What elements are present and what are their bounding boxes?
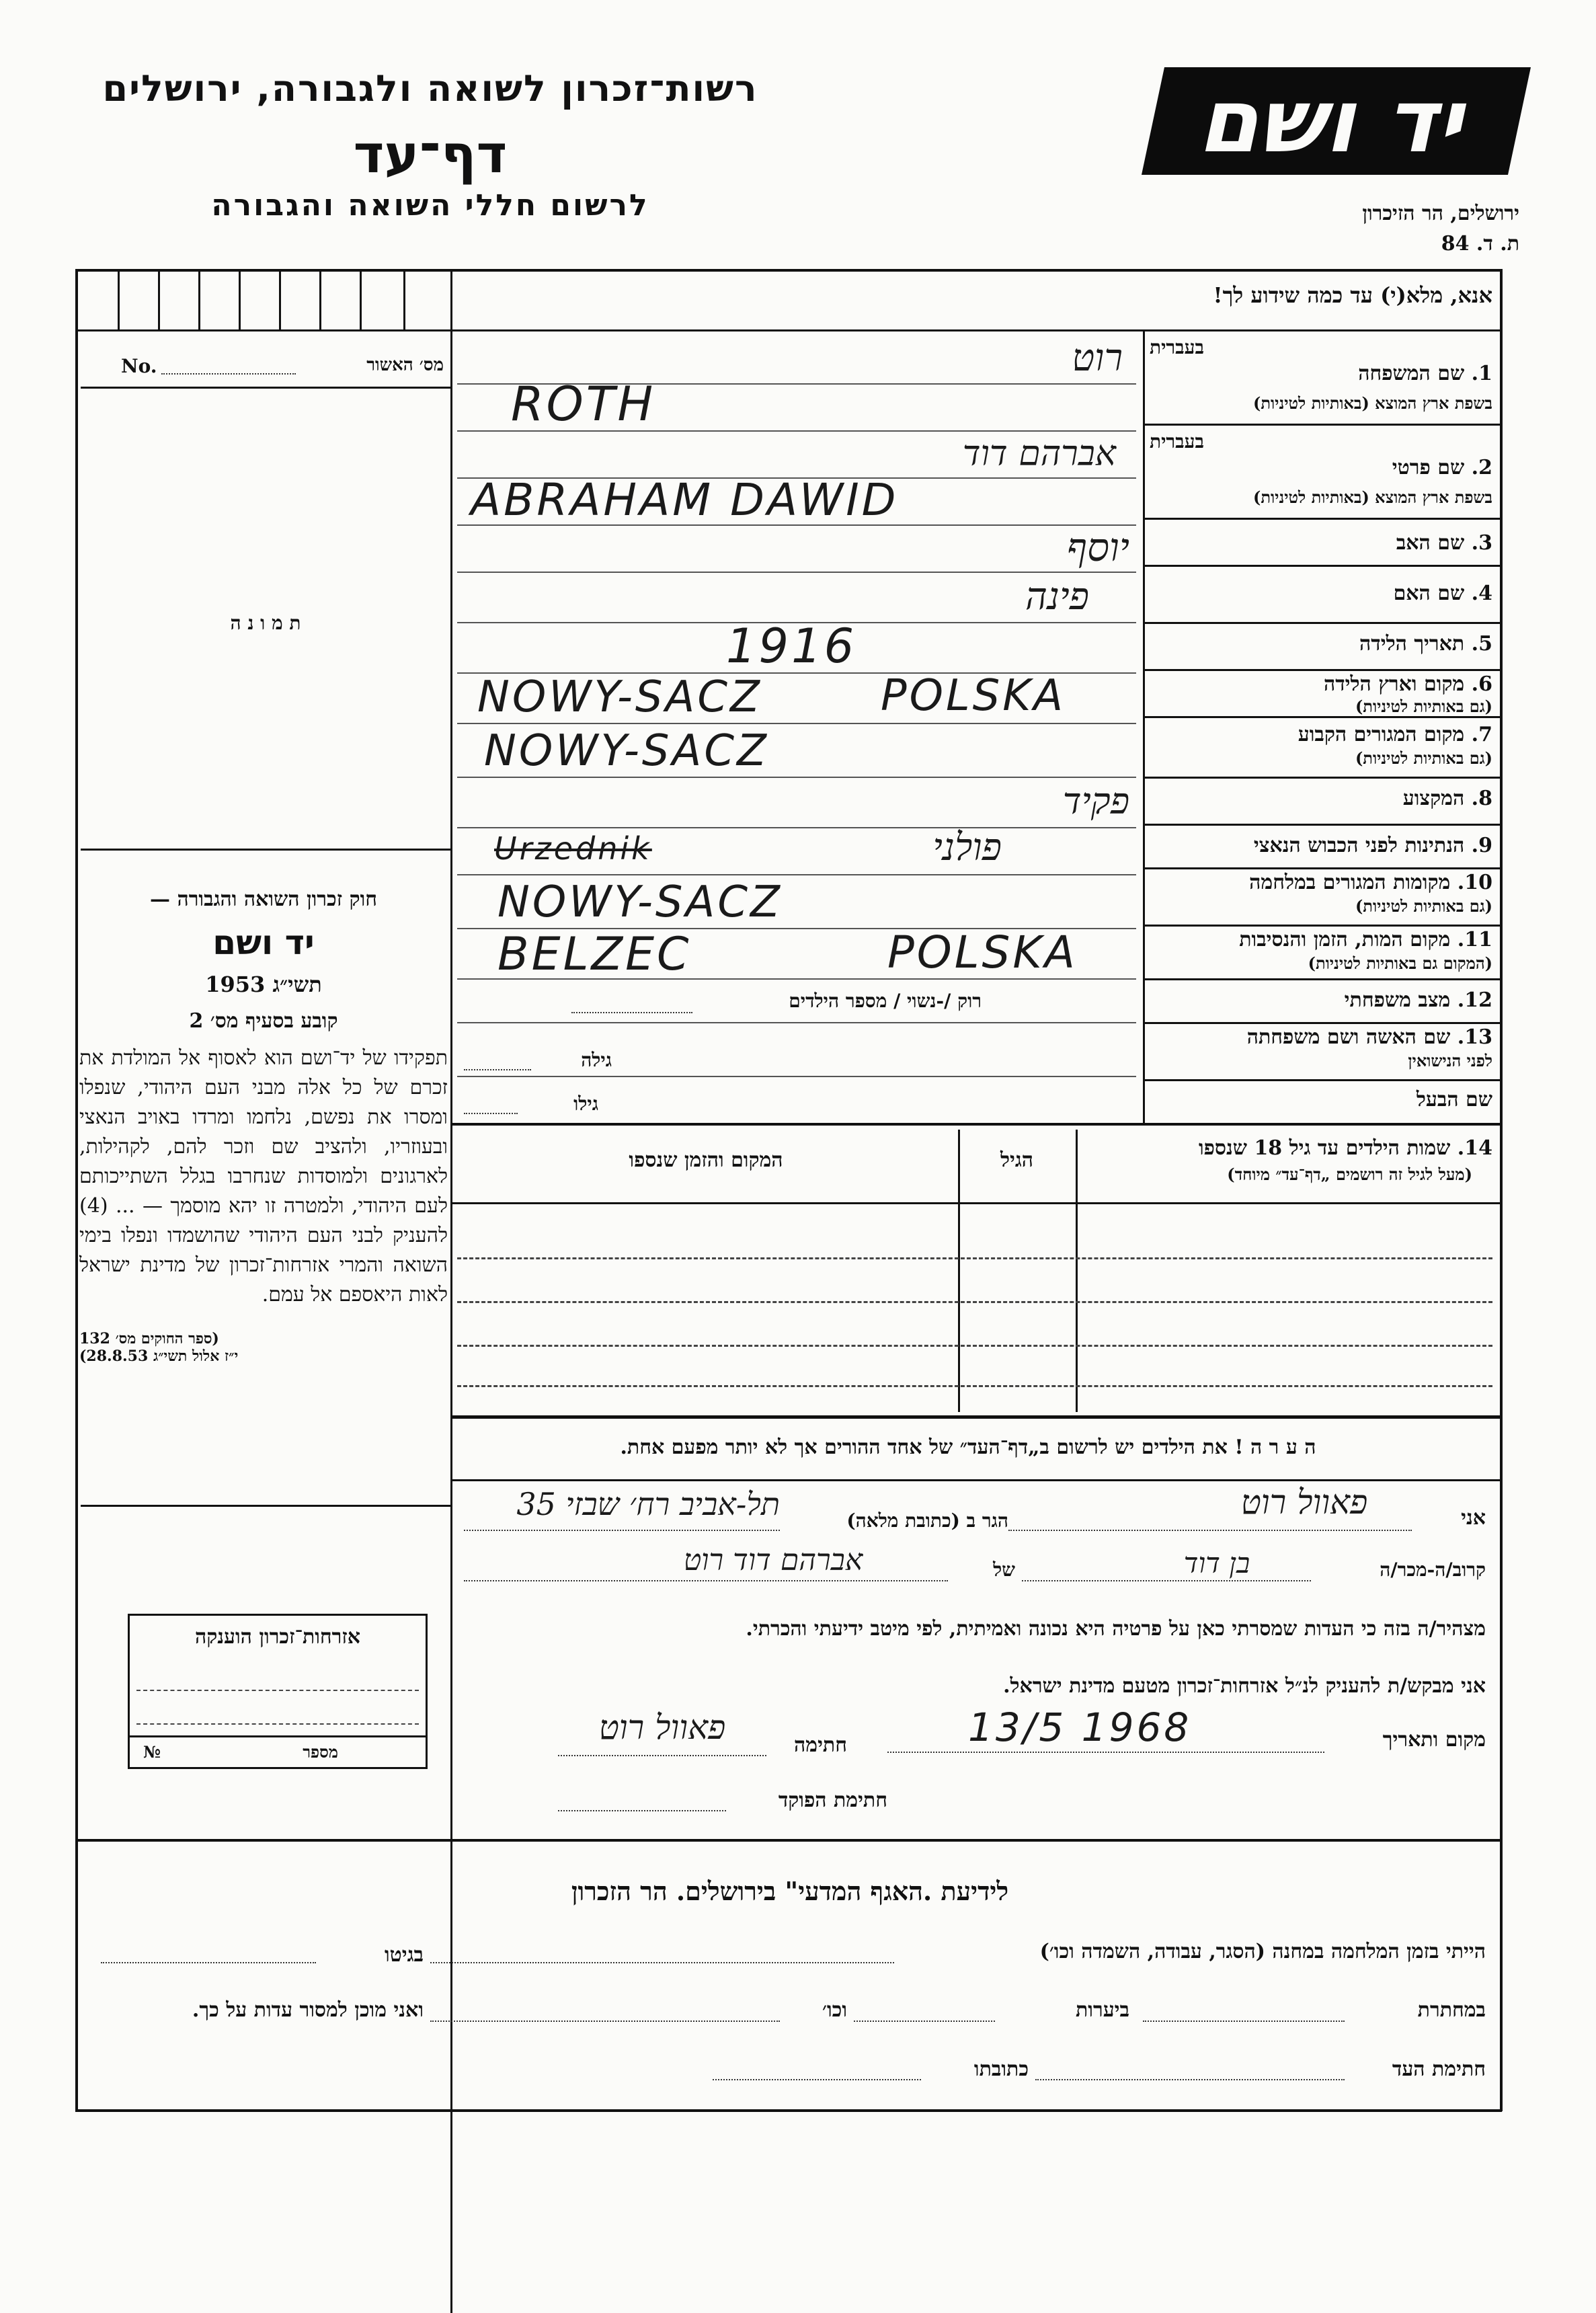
field-wife-name [1150,1025,1492,1076]
husband-age-label: גילו [573,1093,598,1115]
footer-title: לידיעת .האגף המדעי" בירושלים. הר הזכרון [571,1876,1009,1906]
field-nationality [1150,834,1492,857]
field-birth-place [1150,672,1492,716]
field-11-note: (המקום גם באותיות לטיניות) [1308,953,1492,973]
footer-address-label: כתובתו [973,2057,1029,2081]
birth-place-city-value: NOWY-SACZ [477,672,762,722]
field-12-label: מצב משפחתי [1344,988,1451,1012]
marital-status-options: רוק /-נשוי / מספר הילדים [789,990,982,1012]
field-2-label: שם פרטי [1392,456,1465,479]
law-ref-2: י״ז אלול תשי״ג 28.8.53) [79,1347,239,1365]
footer-camp-label: הייתי בזמן המלחמה במחנה (הסגר, עבודה, השמדה וכו׳) [1039,1940,1486,1963]
wife-age-label: גילה [581,1049,612,1071]
death-place-value: BELZEC [497,928,692,981]
declaration-request: אני מבקש/ת להעניק לנ״ל אזרחות־זכרון מטעם מדינת ישראל. [1003,1674,1486,1698]
footer-forests-label: ביערות [1075,1998,1129,2022]
field-8-number: 8. [1471,787,1492,810]
law-clause: קובע בסעיף מס׳ 2 [189,1009,338,1033]
officer-signature-label: חתימת הפוקד [778,1789,887,1812]
photo-placeholder [81,390,450,847]
mother-name-value: פינה [1025,575,1089,619]
first-name-hebrew-value: אברהם דוד [962,434,1116,474]
law-block [79,888,448,1365]
children-place-header: המקום והזמן שנספו [629,1148,783,1172]
approval-number-label: מס׳ האשור [366,355,444,375]
nationality-struck-value: Urzednik [494,830,652,867]
field-7-number: 7. [1471,723,1492,746]
declarant-name-value: פאוול רוט [1240,1483,1368,1522]
field-9-number: 9. [1471,834,1492,857]
relative-of-value: אברהם דוד רוט [683,1543,863,1577]
children-remark: ה ע ר ה ! את הילדים יש לרשום ב„דף־העד״ של אחד ההורים אך לא יותר מפעם אחת. [620,1436,1316,1459]
field-1-hebrew-tag: בעברית [1150,336,1205,358]
field-2-number: 2. [1471,456,1492,479]
field-13-number: 13. [1457,1025,1492,1049]
occupation-value: פקיד [1062,780,1129,822]
field-1-number: 1. [1471,362,1492,385]
signature-value: פאוול רוט [598,1708,726,1747]
wartime-residence-value: NOWY-SACZ [497,877,783,927]
nationality-value: פולני [932,826,1002,869]
field-7-label: מקום המגורים הקבוע [1298,723,1465,746]
family-name-latin-value: ROTH [511,377,656,432]
field-12-number: 12. [1457,988,1492,1012]
yad-vashem-logo: יד ושם [1142,67,1531,175]
citizenship-box-title: אזרחות־זכרון הוענקה [194,1625,361,1649]
residence-label: הגר ב (כתובת מלאה) [846,1510,1008,1532]
field-13-label: שם האשה ושם משפחתה [1246,1025,1451,1049]
footer-ghetto-label: בגיטו [384,1943,424,1967]
field-14-label: שמות הילדים עד גיל 18 שנספו [1198,1136,1451,1160]
field-14-number: 14. [1457,1136,1492,1160]
citizenship-number-label: מספר [303,1742,338,1762]
citizenship-no-label: № [143,1742,161,1762]
relation-label: קרוב/ה-מכר/ה [1380,1559,1486,1581]
address-line-1: ירושלים, הר הזיכרון [1362,202,1519,225]
field-8-label: המקצוע [1402,787,1465,810]
law-year: תשי״ג 1953 [205,972,322,997]
field-occupation [1150,787,1492,810]
place-date-value: 13/5 1968 [968,1704,1192,1750]
footer-witness-signature-label: חתימת העד [1392,2057,1486,2081]
citizenship-box [128,1614,428,1769]
birth-date-value: 1916 [726,619,857,674]
field-11-label: מקום המות, הזמן והנסיבות [1239,928,1451,951]
footer-underground-label: במחתרת [1417,1998,1486,2022]
field-3-number: 3. [1471,531,1492,555]
field-14-note: (מעל לגיל זה רושמים „דף־עד״ מיוחד) [1227,1165,1472,1184]
form-title: דף־עד [353,124,508,185]
father-name-value: יוסף [1066,524,1129,570]
field-13-note: לפני הנישואין [1408,1051,1492,1070]
birth-place-country-value: POLSKA [881,671,1066,721]
field-4-number: 4. [1471,582,1492,605]
field-5-label: תאריך הלידה [1359,632,1465,656]
field-mother-name [1150,582,1492,605]
field-birth-date [1150,632,1492,656]
footer-testimony-label: ואני מוכן למסור עדות על כך. [192,1998,424,2022]
field-2-hebrew-tag: בעברית [1150,430,1205,453]
relation-value: בן דוד [1183,1546,1250,1579]
field-2-note: בשפת ארץ המוצא (באותיות לטיניות) [1253,487,1492,507]
law-ref-1: (ספר החוקים מס׳ 132 [79,1330,219,1347]
family-name-hebrew-value: רוט [1072,336,1123,380]
field-11-number: 11. [1457,928,1492,951]
address-line-2: ת. ד. 84 [1441,232,1519,256]
field-1-label: שם המשפחה [1358,362,1465,385]
field-father-name [1150,531,1492,555]
field-9-label: הנתינות לפני הכבוש הנאצי [1253,834,1465,857]
approval-no-label: No. [121,355,157,377]
field-husband-name: שם הבעל [1416,1088,1492,1111]
relative-of-label: של [993,1559,1015,1581]
law-body: תפקידו של יד־ושם הוא לאסוף אל המולדת את זכרם של כל אלה מבני העם היהודי, שנפלו ומסרו את נפשם, נלחמו ומרדו באויב הנאצי ובעוזריו, ולהציב שם וזכר להם, לקהילות, לארגונים ולמוסדות שנחרבו בגלל השתייכותם לעם היהודי, ולמטרה זו יהא מוסמך — ... (4) להעניק לבני העם היהודי שהושמדו ונפלו בימי השואה והמרי אזרחות־זכרון של מדינת ישראל לאות היאספם אל עמם. [79,1046,448,1306]
field-10-number: 10. [1457,871,1492,894]
first-name-latin-value: ABRAHAM DAWID [471,474,899,526]
declaration-statement: מצהיר/ה בזה כי העדות שמסרתי כאן על פרטיה היא נכונה ואמיתית, לפי מיטב ידיעתי והכרתי. [746,1617,1486,1641]
field-place-of-death [1150,928,1492,975]
field-6-number: 6. [1471,672,1492,696]
declarant-label: אני [1461,1506,1486,1530]
field-wartime-residence [1150,871,1492,921]
photo-label: ת מ ו נ ה [230,612,301,634]
field-5-number: 5. [1471,632,1492,656]
field-7-note: (גם באותיות לטיניות) [1355,748,1492,768]
field-marital-status [1150,988,1492,1012]
residence-value: תל-אביב רח׳ שבזי 35 [516,1486,780,1522]
field-children [1082,1136,1492,1204]
field-first-name [1150,430,1492,514]
field-4-label: שם האם [1393,582,1465,605]
field-3-label: שם האב [1396,531,1465,555]
field-6-note: (גם באותיות לטיניות) [1355,697,1492,716]
place-date-label: מקום ותאריך [1382,1728,1486,1752]
death-country-value: POLSKA [887,927,1078,978]
field-10-note: (גם באותיות לטיניות) [1355,896,1492,916]
law-name: יד ושם [212,923,315,962]
field-permanent-residence [1150,723,1492,773]
field-6-label: מקום וארץ הלידה [1323,672,1465,696]
signature-label: חתימה [794,1733,847,1757]
field-10-label: מקומות המגורים במלחמה [1249,871,1451,894]
law-title: חוק זכרון השואה והגבורה — [150,888,377,911]
footer-etc-label: וכו׳ [822,1998,847,2022]
field-family-name [1150,336,1492,420]
authority-heading: רשות־זכרון לשואה ולגבורה, ירושלים [102,67,758,110]
children-age-header: הגיל [1000,1148,1034,1172]
permanent-residence-value: NOWY-SACZ [484,726,769,776]
fill-instruction: אנא, מלא(י) עד כמה שידוע לך! [1213,282,1492,308]
field-1-note: בשפת ארץ המוצא (באותיות לטיניות) [1253,393,1492,413]
form-subtitle: לרשום חללי השואה והגבורה [211,188,649,223]
